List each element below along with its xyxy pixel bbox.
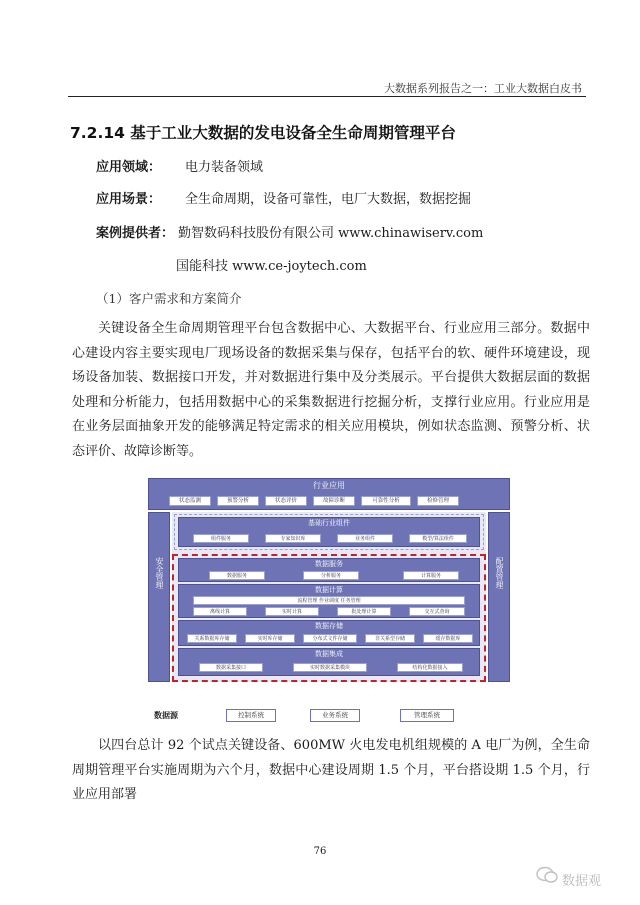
- paragraph-2: 以四台总计 92 个试点关键设备、600MW 火电发电机组规模的 A 电厂为例，全生命周期管理平台实施周期为六个月，数据中心建设周期 1.5 个月，平台搭设期 1.5 个月，行业应用部署: [72, 738, 590, 802]
- data-service-layer: [178, 558, 480, 582]
- data-integration-layer: [178, 648, 480, 676]
- top-item: 预警分析: [217, 496, 259, 506]
- scene-value: 全生命周期，设备可靠性，电厂大数据，数据挖掘: [185, 192, 472, 207]
- subheading: （1）客户需求和方案简介: [96, 291, 242, 306]
- platform-area: [172, 512, 486, 682]
- section-title: 7.2.14 基于工业大数据的发电设备全生命周期管理平台: [70, 124, 456, 142]
- service-item: 分析服务: [303, 571, 359, 580]
- industry-app-title: 行业应用: [313, 481, 345, 490]
- support-item: 业务组件: [337, 534, 393, 543]
- page-number: 76: [313, 846, 327, 857]
- storage-item: 分布式文件存储: [303, 634, 357, 643]
- industry-app-band: [148, 478, 510, 510]
- compute-item: 实时计算: [265, 607, 319, 616]
- header-rule: [68, 96, 586, 97]
- storage-item: 非关系型存储: [365, 634, 415, 643]
- integration-item: 结构化数据接入: [397, 663, 463, 672]
- support-layer: [178, 517, 480, 547]
- integration-item: 实时数据采集模块: [293, 663, 367, 672]
- support-item: 专家知识库: [265, 534, 321, 543]
- data-source-row: [148, 706, 510, 728]
- security-side-band: [148, 512, 170, 682]
- compute-wide-item: 流程管理 作业调度 任务管理: [193, 596, 465, 605]
- data-storage-layer: [178, 620, 480, 646]
- storage-item: 关系数据库存储: [187, 634, 237, 643]
- storage-item: 实时库存储: [245, 634, 295, 643]
- meta-provider: [96, 222, 483, 241]
- domain-label: 应用领域：: [96, 160, 162, 175]
- support-item: 组件服务: [193, 534, 249, 543]
- service-item: 计算服务: [403, 571, 459, 580]
- provider-value: 勤智数码科技股份有限公司 www.chinawiserv.com: [178, 226, 484, 241]
- data-source-label: 数据源: [154, 711, 178, 720]
- watermark: 数据观: [562, 874, 602, 889]
- support-title: 基础行业组件: [308, 519, 350, 527]
- meta-domain: [96, 156, 263, 175]
- domain-value: 电力装备领域: [185, 160, 264, 175]
- config-side-band: [488, 512, 510, 682]
- data-source-item: 管理系统: [400, 709, 454, 722]
- meta-scene: [96, 188, 471, 207]
- data-compute-layer: [178, 584, 480, 618]
- top-item: 状态监测: [169, 496, 211, 506]
- config-label: 配置管理: [495, 557, 504, 589]
- compute-item: 批处理计算: [337, 607, 391, 616]
- top-item: 故障诊断: [313, 496, 355, 506]
- top-item: 状态评价: [265, 496, 307, 506]
- top-item: 可靠性分析: [361, 496, 411, 506]
- paragraph-1: 关键设备全生命周期管理平台包含数据中心、大数据平台、行业应用三部分。数据中心建设内容主要实现电厂现场设备的数据采集与保存，包括平台的软、硬件环境建设，现场设备加装、数据接口开发，并对数据进行集中及分类展示。平台提供大数据层面的数据处理和分析能力，包括用数据中心的采集数据进行挖掘分析，支撑行业应用。行业应用是在业务层面抽象开发的能够满足特定需求的相关应用模块，例如状态监测、预警分析、状态评价、故障诊断等。: [72, 321, 590, 459]
- data-integration-title: 数据集成: [315, 650, 343, 658]
- scene-label: 应用场景：: [96, 192, 162, 207]
- provider-value-2: 国能科技 www.ce-joytech.com: [176, 259, 367, 274]
- chat-bubble-icon: [536, 866, 558, 884]
- security-label: 安全管理: [155, 557, 164, 589]
- architecture-diagram: [148, 478, 512, 728]
- data-compute-title: 数据计算: [315, 586, 343, 594]
- top-item: 检修管理: [417, 496, 459, 506]
- support-item: 模型/算法组件: [409, 534, 467, 543]
- data-source-item: 控制系统: [226, 709, 276, 722]
- data-storage-title: 数据存储: [315, 622, 343, 630]
- data-source-item: 业务系统: [310, 709, 360, 722]
- meta-provider-2: [176, 255, 367, 274]
- running-header: 大数据系列报告之一：工业大数据白皮书: [384, 82, 582, 95]
- service-item: 数据服务: [209, 571, 265, 580]
- compute-item: 交互式查询: [409, 607, 465, 616]
- storage-item: 缓存数据库: [423, 634, 473, 643]
- integration-item: 数据采集接口: [199, 663, 263, 672]
- provider-label: 案例提供者：: [96, 226, 175, 241]
- data-service-title: 数据服务: [315, 560, 343, 568]
- compute-item: 离线计算: [193, 607, 247, 616]
